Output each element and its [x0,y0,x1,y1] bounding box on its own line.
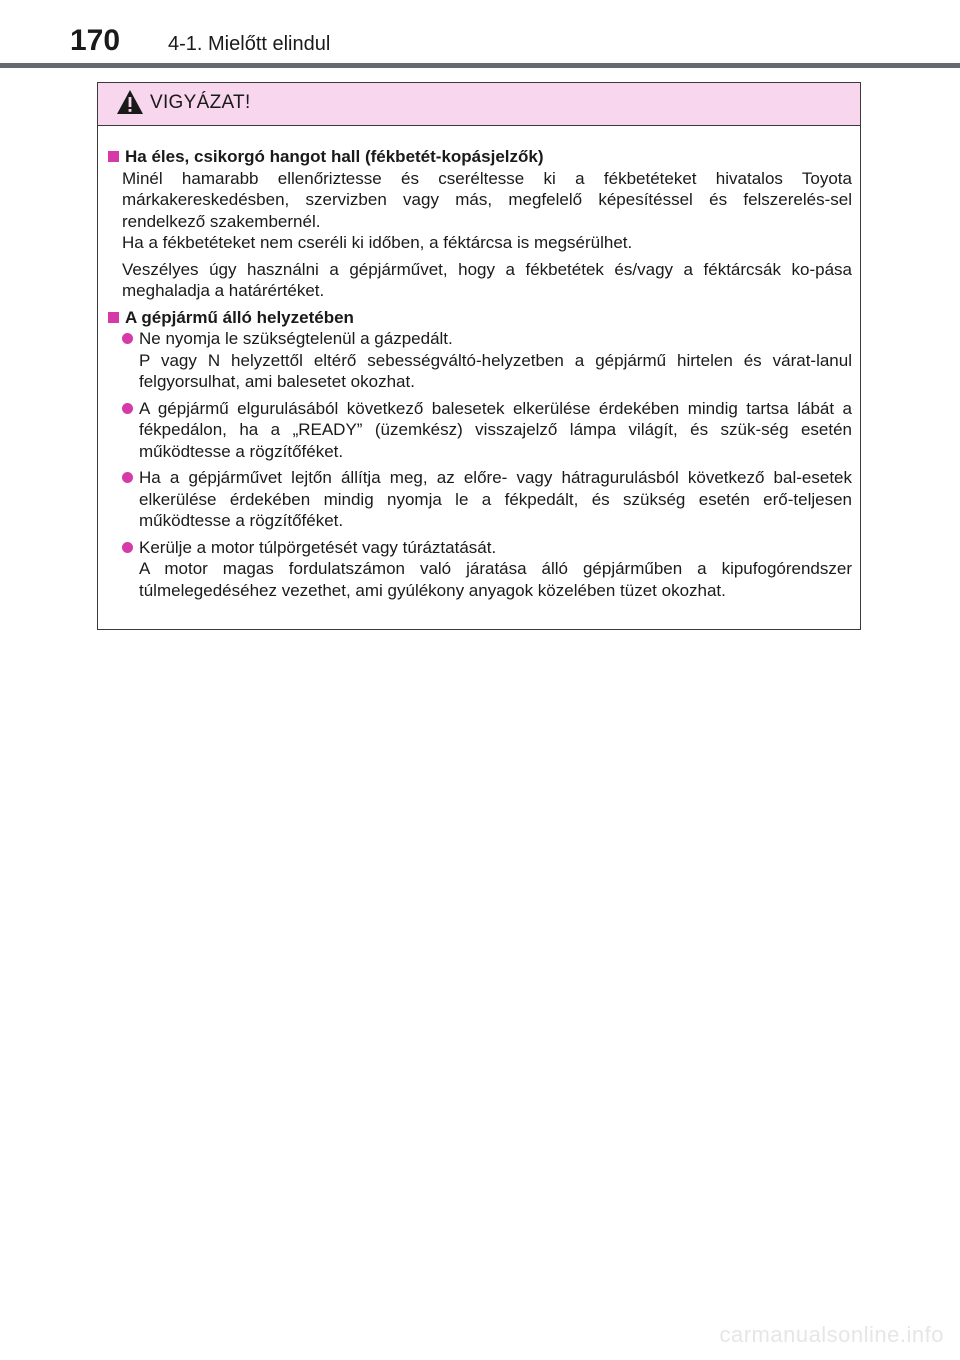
bullet-item [122,467,852,532]
bullet-text [139,328,852,393]
page-number: 170 [70,24,121,57]
bullet-line: A gépjármű elgurulásából következő balesetek elkerülése érdekében mindig tartsa lábát a fékpedálon, ha a „READY” (üzemkész) visszajelző lámpa világít, és szük-ség esetén működtesse a rögzítőféket. [139,398,852,461]
caution-header [98,83,860,126]
section-heading-text: Ha éles, csikorgó hangot hall (fékbetét-kopásjelzők) [125,147,544,166]
watermark: carmanualsonline.info [719,1322,944,1347]
warning-triangle-icon [116,89,144,115]
bullet-line: Ha a gépjárművet lejtőn állítja meg, az előre- vagy hátragurulásból következő bal-esetek elkerülése érdekében mindig nyomja le a fékpedált, és szükség esetén erő-teljesen működtesse a rögzítőféket. [139,468,852,530]
caution-box [97,82,861,630]
bullet-item [122,328,852,393]
bullet-text [139,537,852,602]
caution-title: VIGYÁZAT! [150,92,251,113]
paragraph-line: Ha a fékbetéteket nem cseréli ki időben, a féktárcsa is megsérülhet. [122,233,633,252]
paragraph-line: Veszélyes úgy használni a gépjárművet, hogy a fékbetétek és/vagy a féktárcsák ko-pása meghaladja a határértéket. [122,259,852,300]
bullet-line: P vagy N helyzettől eltérő sebességváltó-helyzetben a gépjármű hirtelen és várat-lanul felgyorsulhat, ami balesetet okozhat. [139,350,852,391]
page-header [0,0,960,70]
round-bullet-icon [122,542,133,553]
bullet-item [122,398,852,463]
caution-section [108,146,852,302]
round-bullet-icon [122,403,133,414]
section-heading-text: A gépjármű álló helyzetében [125,307,354,327]
paragraph [122,168,852,254]
bullet-line: Kerülje a motor túlpörgetését vagy túráztatását. [139,537,497,557]
bullet-text [139,398,852,463]
caution-section [108,307,852,602]
square-bullet-icon [108,151,119,162]
paragraph [122,259,852,302]
round-bullet-icon [122,333,133,344]
round-bullet-icon [122,472,133,483]
section-heading [108,307,852,329]
bullet-line: A motor magas fordulatszámon való járatása álló gépjárműben a kipufogórendszer túlmelegedéséhez vezethet, ami gyúlékony anyagok közelében tüzet okozhat. [139,559,852,600]
paragraph-line: Minél hamarabb ellenőriztesse és cseréltesse ki a fékbetéteket hivatalos Toyota márkakereskedésben, szervizben vagy más, megfelelő képesítéssel és felszerelés-sel rendelkező szakembernél. [122,168,852,231]
header-divider [0,63,960,68]
bullet-line: Ne nyomja le szükségtelenül a gázpedált. [139,329,453,348]
caution-body [98,126,860,601]
section-title: 4-1. Mielőtt elindul [168,33,331,55]
bullet-text [139,467,852,532]
square-bullet-icon [108,312,119,323]
bullet-item [122,537,852,602]
section-heading [108,146,852,168]
